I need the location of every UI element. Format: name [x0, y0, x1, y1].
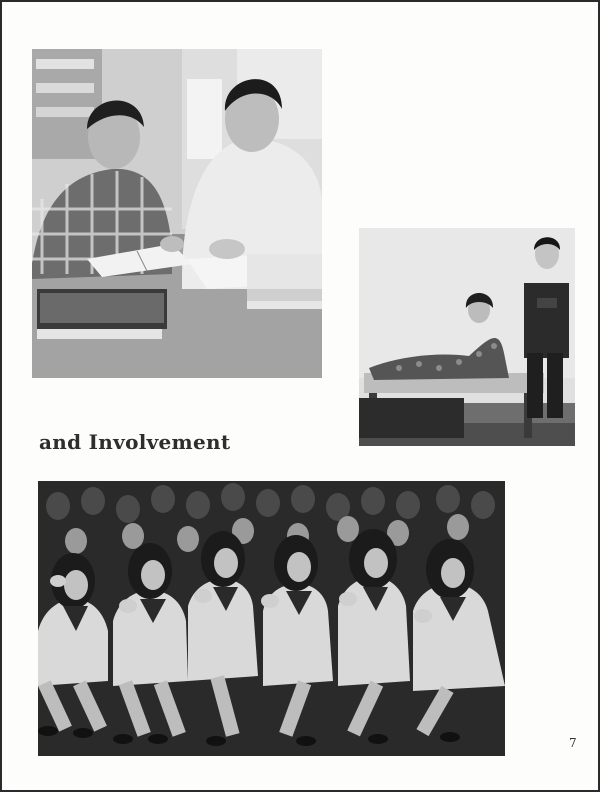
page-caption: and Involvement [39, 430, 231, 454]
study-photo-graphic [32, 49, 322, 378]
study-photo [32, 49, 322, 378]
drama-photo [359, 228, 575, 446]
crowd-photo [38, 481, 505, 756]
drama-photo-graphic [359, 228, 575, 446]
crowd-photo-graphic [38, 481, 505, 756]
page-number: 7 [569, 736, 577, 750]
